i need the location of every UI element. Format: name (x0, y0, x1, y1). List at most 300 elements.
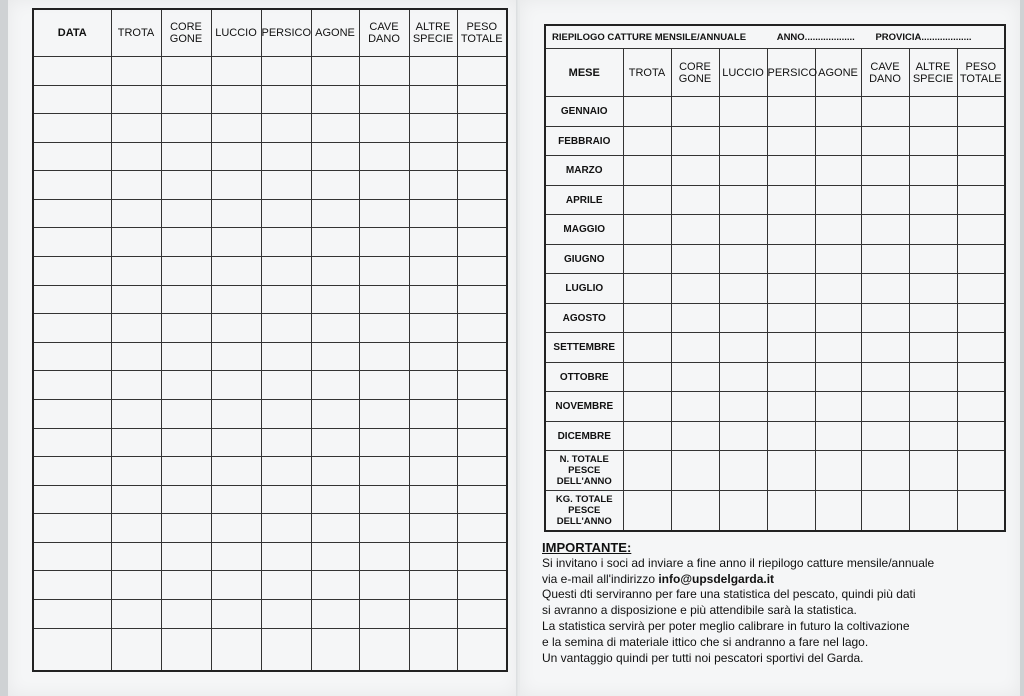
log-cell[interactable] (311, 428, 359, 457)
log-cell[interactable] (261, 142, 311, 171)
summary-cell[interactable] (671, 97, 719, 127)
log-cell[interactable] (111, 228, 161, 257)
log-cell[interactable] (33, 485, 111, 514)
log-cell[interactable] (33, 371, 111, 400)
log-cell[interactable] (211, 599, 261, 628)
log-cell[interactable] (161, 114, 211, 143)
log-cell[interactable] (261, 371, 311, 400)
summary-cell[interactable] (815, 215, 861, 245)
log-cell[interactable] (211, 571, 261, 600)
log-cell[interactable] (359, 428, 409, 457)
summary-cell[interactable] (815, 491, 861, 531)
summary-cell[interactable] (719, 126, 767, 156)
summary-cell[interactable] (815, 451, 861, 491)
summary-cell[interactable] (719, 362, 767, 392)
log-cell[interactable] (33, 199, 111, 228)
log-cell[interactable] (111, 314, 161, 343)
summary-cell[interactable] (623, 333, 671, 363)
log-cell[interactable] (111, 257, 161, 286)
summary-cell[interactable] (623, 362, 671, 392)
summary-cell[interactable] (815, 392, 861, 422)
summary-cell[interactable] (957, 274, 1005, 304)
summary-cell[interactable] (909, 97, 957, 127)
log-cell[interactable] (359, 571, 409, 600)
log-cell[interactable] (261, 342, 311, 371)
log-cell[interactable] (457, 628, 507, 671)
log-cell[interactable] (161, 142, 211, 171)
log-cell[interactable] (409, 285, 457, 314)
summary-cell[interactable] (815, 156, 861, 186)
log-cell[interactable] (261, 428, 311, 457)
summary-cell[interactable] (957, 421, 1005, 451)
log-cell[interactable] (261, 399, 311, 428)
log-cell[interactable] (409, 514, 457, 543)
summary-cell[interactable] (719, 421, 767, 451)
log-cell[interactable] (359, 599, 409, 628)
summary-cell[interactable] (719, 274, 767, 304)
summary-cell[interactable] (957, 362, 1005, 392)
log-cell[interactable] (261, 114, 311, 143)
log-cell[interactable] (261, 599, 311, 628)
log-cell[interactable] (261, 228, 311, 257)
summary-cell[interactable] (957, 215, 1005, 245)
log-cell[interactable] (33, 428, 111, 457)
log-cell[interactable] (359, 399, 409, 428)
summary-cell[interactable] (623, 392, 671, 422)
summary-cell[interactable] (861, 362, 909, 392)
log-cell[interactable] (161, 428, 211, 457)
log-cell[interactable] (311, 114, 359, 143)
log-cell[interactable] (261, 628, 311, 671)
summary-cell[interactable] (671, 274, 719, 304)
log-cell[interactable] (111, 371, 161, 400)
log-cell[interactable] (111, 457, 161, 486)
log-cell[interactable] (161, 314, 211, 343)
summary-cell[interactable] (671, 362, 719, 392)
summary-cell[interactable] (767, 244, 815, 274)
log-cell[interactable] (409, 228, 457, 257)
log-cell[interactable] (311, 314, 359, 343)
summary-cell[interactable] (767, 97, 815, 127)
log-cell[interactable] (409, 85, 457, 114)
summary-cell[interactable] (767, 126, 815, 156)
log-cell[interactable] (211, 542, 261, 571)
summary-cell[interactable] (815, 274, 861, 304)
log-cell[interactable] (409, 199, 457, 228)
log-cell[interactable] (33, 571, 111, 600)
log-cell[interactable] (161, 399, 211, 428)
log-cell[interactable] (261, 85, 311, 114)
log-cell[interactable] (211, 371, 261, 400)
log-cell[interactable] (211, 57, 261, 86)
log-cell[interactable] (33, 257, 111, 286)
summary-cell[interactable] (623, 451, 671, 491)
summary-cell[interactable] (861, 333, 909, 363)
log-cell[interactable] (311, 371, 359, 400)
log-cell[interactable] (261, 285, 311, 314)
log-cell[interactable] (33, 342, 111, 371)
log-cell[interactable] (33, 228, 111, 257)
summary-cell[interactable] (767, 421, 815, 451)
log-cell[interactable] (111, 171, 161, 200)
log-cell[interactable] (211, 142, 261, 171)
log-cell[interactable] (33, 171, 111, 200)
log-cell[interactable] (409, 371, 457, 400)
log-cell[interactable] (211, 314, 261, 343)
log-cell[interactable] (211, 457, 261, 486)
log-cell[interactable] (161, 171, 211, 200)
log-cell[interactable] (409, 399, 457, 428)
summary-cell[interactable] (671, 185, 719, 215)
summary-cell[interactable] (671, 215, 719, 245)
summary-cell[interactable] (861, 215, 909, 245)
summary-cell[interactable] (671, 156, 719, 186)
log-cell[interactable] (359, 199, 409, 228)
log-cell[interactable] (409, 599, 457, 628)
log-cell[interactable] (311, 485, 359, 514)
summary-cell[interactable] (671, 333, 719, 363)
log-cell[interactable] (211, 171, 261, 200)
summary-cell[interactable] (957, 156, 1005, 186)
log-cell[interactable] (409, 628, 457, 671)
log-cell[interactable] (409, 114, 457, 143)
log-cell[interactable] (111, 142, 161, 171)
summary-cell[interactable] (767, 215, 815, 245)
log-cell[interactable] (409, 314, 457, 343)
log-cell[interactable] (457, 342, 507, 371)
log-cell[interactable] (409, 457, 457, 486)
log-cell[interactable] (409, 542, 457, 571)
log-cell[interactable] (161, 571, 211, 600)
log-cell[interactable] (311, 57, 359, 86)
log-cell[interactable] (457, 428, 507, 457)
log-cell[interactable] (311, 399, 359, 428)
log-cell[interactable] (457, 142, 507, 171)
summary-cell[interactable] (623, 244, 671, 274)
log-cell[interactable] (457, 399, 507, 428)
summary-cell[interactable] (957, 491, 1005, 531)
log-cell[interactable] (359, 85, 409, 114)
log-cell[interactable] (111, 342, 161, 371)
summary-cell[interactable] (815, 244, 861, 274)
log-cell[interactable] (111, 285, 161, 314)
log-cell[interactable] (261, 314, 311, 343)
log-cell[interactable] (161, 371, 211, 400)
log-cell[interactable] (161, 457, 211, 486)
summary-cell[interactable] (767, 491, 815, 531)
log-cell[interactable] (311, 142, 359, 171)
log-cell[interactable] (211, 428, 261, 457)
summary-cell[interactable] (767, 156, 815, 186)
summary-cell[interactable] (861, 392, 909, 422)
summary-cell[interactable] (671, 451, 719, 491)
log-cell[interactable] (409, 171, 457, 200)
summary-cell[interactable] (719, 215, 767, 245)
summary-cell[interactable] (671, 244, 719, 274)
log-cell[interactable] (311, 285, 359, 314)
log-cell[interactable] (457, 457, 507, 486)
log-cell[interactable] (409, 485, 457, 514)
log-cell[interactable] (111, 114, 161, 143)
log-cell[interactable] (457, 257, 507, 286)
summary-cell[interactable] (623, 491, 671, 531)
summary-cell[interactable] (909, 274, 957, 304)
summary-cell[interactable] (671, 392, 719, 422)
log-cell[interactable] (33, 514, 111, 543)
log-cell[interactable] (359, 542, 409, 571)
log-cell[interactable] (311, 599, 359, 628)
summary-cell[interactable] (957, 126, 1005, 156)
log-cell[interactable] (261, 171, 311, 200)
log-cell[interactable] (161, 228, 211, 257)
log-cell[interactable] (33, 114, 111, 143)
log-cell[interactable] (111, 514, 161, 543)
log-cell[interactable] (211, 514, 261, 543)
summary-cell[interactable] (719, 185, 767, 215)
log-cell[interactable] (33, 285, 111, 314)
log-cell[interactable] (33, 85, 111, 114)
summary-cell[interactable] (623, 97, 671, 127)
summary-cell[interactable] (623, 126, 671, 156)
summary-cell[interactable] (767, 185, 815, 215)
log-cell[interactable] (457, 228, 507, 257)
summary-cell[interactable] (861, 244, 909, 274)
summary-cell[interactable] (815, 185, 861, 215)
log-cell[interactable] (457, 371, 507, 400)
log-cell[interactable] (261, 199, 311, 228)
log-cell[interactable] (211, 257, 261, 286)
log-cell[interactable] (409, 257, 457, 286)
summary-cell[interactable] (719, 491, 767, 531)
log-cell[interactable] (33, 542, 111, 571)
summary-cell[interactable] (767, 451, 815, 491)
log-cell[interactable] (457, 171, 507, 200)
log-cell[interactable] (111, 571, 161, 600)
log-cell[interactable] (359, 371, 409, 400)
log-cell[interactable] (33, 628, 111, 671)
log-cell[interactable] (111, 599, 161, 628)
log-cell[interactable] (211, 114, 261, 143)
summary-cell[interactable] (815, 303, 861, 333)
log-cell[interactable] (359, 285, 409, 314)
log-cell[interactable] (211, 485, 261, 514)
log-cell[interactable] (311, 457, 359, 486)
log-cell[interactable] (409, 342, 457, 371)
log-cell[interactable] (111, 85, 161, 114)
log-cell[interactable] (111, 628, 161, 671)
log-cell[interactable] (33, 599, 111, 628)
summary-cell[interactable] (957, 392, 1005, 422)
log-cell[interactable] (211, 342, 261, 371)
log-cell[interactable] (111, 57, 161, 86)
summary-cell[interactable] (767, 362, 815, 392)
summary-cell[interactable] (623, 303, 671, 333)
summary-cell[interactable] (719, 333, 767, 363)
log-cell[interactable] (111, 399, 161, 428)
log-cell[interactable] (261, 457, 311, 486)
summary-cell[interactable] (909, 451, 957, 491)
log-cell[interactable] (33, 57, 111, 86)
summary-cell[interactable] (815, 333, 861, 363)
summary-cell[interactable] (767, 303, 815, 333)
log-cell[interactable] (311, 85, 359, 114)
log-cell[interactable] (211, 228, 261, 257)
log-cell[interactable] (111, 428, 161, 457)
log-cell[interactable] (457, 199, 507, 228)
log-cell[interactable] (261, 514, 311, 543)
log-cell[interactable] (457, 314, 507, 343)
summary-cell[interactable] (909, 392, 957, 422)
log-cell[interactable] (359, 171, 409, 200)
log-cell[interactable] (457, 599, 507, 628)
summary-cell[interactable] (957, 185, 1005, 215)
summary-cell[interactable] (861, 491, 909, 531)
log-cell[interactable] (161, 85, 211, 114)
summary-cell[interactable] (909, 244, 957, 274)
summary-cell[interactable] (671, 421, 719, 451)
log-cell[interactable] (211, 399, 261, 428)
log-cell[interactable] (409, 428, 457, 457)
summary-cell[interactable] (623, 185, 671, 215)
log-cell[interactable] (161, 285, 211, 314)
summary-cell[interactable] (861, 421, 909, 451)
log-cell[interactable] (33, 314, 111, 343)
log-cell[interactable] (161, 514, 211, 543)
summary-cell[interactable] (671, 126, 719, 156)
summary-cell[interactable] (909, 215, 957, 245)
log-cell[interactable] (457, 85, 507, 114)
summary-cell[interactable] (719, 451, 767, 491)
log-cell[interactable] (359, 142, 409, 171)
log-cell[interactable] (161, 599, 211, 628)
log-cell[interactable] (409, 142, 457, 171)
summary-cell[interactable] (909, 362, 957, 392)
summary-cell[interactable] (909, 185, 957, 215)
log-cell[interactable] (457, 114, 507, 143)
summary-cell[interactable] (909, 126, 957, 156)
log-cell[interactable] (311, 257, 359, 286)
log-cell[interactable] (211, 285, 261, 314)
log-cell[interactable] (161, 199, 211, 228)
summary-cell[interactable] (767, 333, 815, 363)
summary-cell[interactable] (957, 97, 1005, 127)
summary-cell[interactable] (719, 244, 767, 274)
log-cell[interactable] (161, 628, 211, 671)
log-cell[interactable] (409, 571, 457, 600)
log-cell[interactable] (359, 514, 409, 543)
log-cell[interactable] (311, 542, 359, 571)
summary-cell[interactable] (909, 333, 957, 363)
log-cell[interactable] (311, 514, 359, 543)
summary-cell[interactable] (719, 156, 767, 186)
summary-cell[interactable] (719, 392, 767, 422)
log-cell[interactable] (111, 485, 161, 514)
log-cell[interactable] (261, 485, 311, 514)
log-cell[interactable] (161, 485, 211, 514)
summary-cell[interactable] (815, 362, 861, 392)
log-cell[interactable] (457, 542, 507, 571)
log-cell[interactable] (261, 542, 311, 571)
summary-cell[interactable] (861, 126, 909, 156)
summary-cell[interactable] (767, 274, 815, 304)
summary-cell[interactable] (861, 274, 909, 304)
summary-cell[interactable] (767, 392, 815, 422)
summary-cell[interactable] (957, 244, 1005, 274)
log-cell[interactable] (161, 57, 211, 86)
summary-cell[interactable] (719, 303, 767, 333)
log-cell[interactable] (211, 628, 261, 671)
summary-cell[interactable] (861, 185, 909, 215)
log-cell[interactable] (311, 228, 359, 257)
log-cell[interactable] (359, 314, 409, 343)
summary-cell[interactable] (861, 156, 909, 186)
log-cell[interactable] (359, 228, 409, 257)
log-cell[interactable] (211, 85, 261, 114)
log-cell[interactable] (33, 399, 111, 428)
log-cell[interactable] (111, 542, 161, 571)
log-cell[interactable] (359, 257, 409, 286)
summary-cell[interactable] (623, 274, 671, 304)
summary-cell[interactable] (815, 126, 861, 156)
log-cell[interactable] (311, 199, 359, 228)
summary-cell[interactable] (909, 491, 957, 531)
log-cell[interactable] (457, 514, 507, 543)
log-cell[interactable] (311, 571, 359, 600)
summary-cell[interactable] (909, 156, 957, 186)
summary-cell[interactable] (861, 303, 909, 333)
log-cell[interactable] (261, 57, 311, 86)
log-cell[interactable] (359, 628, 409, 671)
log-cell[interactable] (359, 342, 409, 371)
log-cell[interactable] (359, 457, 409, 486)
summary-cell[interactable] (671, 303, 719, 333)
log-cell[interactable] (33, 142, 111, 171)
summary-cell[interactable] (957, 451, 1005, 491)
log-cell[interactable] (311, 171, 359, 200)
summary-cell[interactable] (815, 421, 861, 451)
summary-cell[interactable] (671, 491, 719, 531)
log-cell[interactable] (33, 457, 111, 486)
log-cell[interactable] (409, 57, 457, 86)
log-cell[interactable] (311, 342, 359, 371)
log-cell[interactable] (359, 57, 409, 86)
log-cell[interactable] (111, 199, 161, 228)
summary-cell[interactable] (623, 156, 671, 186)
summary-cell[interactable] (861, 451, 909, 491)
summary-cell[interactable] (719, 97, 767, 127)
log-cell[interactable] (261, 257, 311, 286)
summary-cell[interactable] (957, 333, 1005, 363)
summary-cell[interactable] (623, 421, 671, 451)
summary-cell[interactable] (815, 97, 861, 127)
summary-cell[interactable] (957, 303, 1005, 333)
log-cell[interactable] (457, 485, 507, 514)
log-cell[interactable] (457, 57, 507, 86)
log-cell[interactable] (359, 114, 409, 143)
summary-cell[interactable] (909, 303, 957, 333)
summary-cell[interactable] (623, 215, 671, 245)
log-cell[interactable] (211, 199, 261, 228)
log-cell[interactable] (261, 571, 311, 600)
log-cell[interactable] (161, 342, 211, 371)
log-cell[interactable] (457, 571, 507, 600)
summary-cell[interactable] (861, 97, 909, 127)
log-cell[interactable] (161, 257, 211, 286)
log-cell[interactable] (457, 285, 507, 314)
log-cell[interactable] (359, 485, 409, 514)
log-cell[interactable] (311, 628, 359, 671)
summary-cell[interactable] (909, 421, 957, 451)
